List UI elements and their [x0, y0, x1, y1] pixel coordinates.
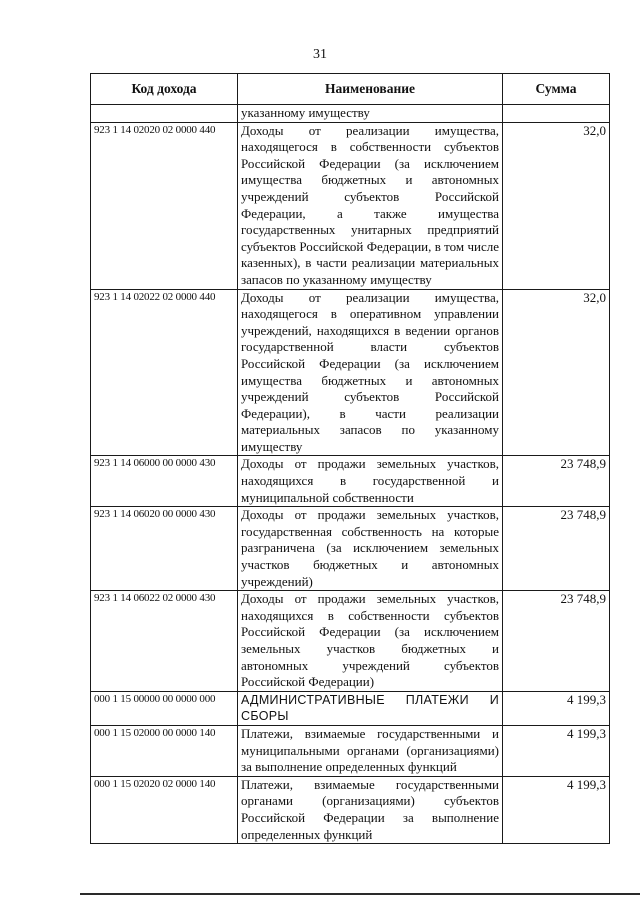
page-number: 31: [313, 47, 327, 62]
amount-cell: 4 199,3: [503, 776, 610, 843]
table-row: [91, 591, 610, 692]
header-sum: Сумма: [503, 74, 610, 105]
income-name-cell: Доходы от продажи земельных участков, государственная собственность на которые разграничена (за исключением земельных участков бюджетных и автономных учреждений): [238, 507, 503, 591]
income-name-cell: Платежи, взимаемые государственными и муниципальными органами (организациями) за выполнение определенных функций: [238, 725, 503, 776]
table-row: [91, 289, 610, 456]
table-row: [91, 122, 610, 289]
table-row: [91, 725, 610, 776]
amount-cell: 4 199,3: [503, 691, 610, 725]
income-code-cell: 000 1 15 02020 02 0000 140: [91, 776, 238, 843]
scan-edge-line: [80, 893, 640, 895]
table-header-row: [91, 74, 610, 105]
income-name-cell: указанному имуществу: [238, 105, 503, 123]
amount-cell: 32,0: [503, 289, 610, 456]
income-name-cell: АДМИНИСТРАТИВНЫЕ ПЛАТЕЖИ И СБОРЫ: [238, 691, 503, 725]
income-code-cell: 923 1 14 06022 02 0000 430: [91, 591, 238, 692]
income-name-cell: Доходы от продажи земельных участков, находящихся в государственной и муниципальной собственности: [238, 456, 503, 507]
header-name: Наименование: [238, 74, 503, 105]
table-row: [91, 507, 610, 591]
table-row: [91, 105, 610, 123]
amount-cell: [503, 105, 610, 123]
table-body: [91, 105, 610, 844]
income-code-cell: [91, 105, 238, 123]
revenue-table: [90, 73, 610, 844]
income-name-cell: Доходы от реализации имущества, находящегося в собственности субъектов Российской Федерации (за исключением имущества бюджетных и автономных учреждений субъектов Российской Федерации, а также имущества государственных унитарных предприятий субъектов Российской Федерации, в том числе казенных), в части реализации материальных запасов по указанному имуществу: [238, 122, 503, 289]
amount-cell: 23 748,9: [503, 456, 610, 507]
amount-cell: 23 748,9: [503, 507, 610, 591]
header-code: Код дохода: [91, 74, 238, 105]
amount-cell: 32,0: [503, 122, 610, 289]
amount-cell: 4 199,3: [503, 725, 610, 776]
income-code-cell: 923 1 14 02020 02 0000 440: [91, 122, 238, 289]
income-code-cell: 000 1 15 02000 00 0000 140: [91, 725, 238, 776]
table-row: [91, 776, 610, 843]
income-code-cell: 923 1 14 02022 02 0000 440: [91, 289, 238, 456]
income-code-cell: 923 1 14 06020 00 0000 430: [91, 507, 238, 591]
income-code-cell: 000 1 15 00000 00 0000 000: [91, 691, 238, 725]
amount-cell: 23 748,9: [503, 591, 610, 692]
income-name-cell: Доходы от реализации имущества, находящегося в оперативном управлении учреждений, находящихся в ведении органов государственной власти субъектов Российской Федерации (за исключением имущества бюджетных и автономных учреждений субъектов Российской Федерации), в части реализации материальных запасов по указанному имуществу: [238, 289, 503, 456]
income-name-cell: Платежи, взимаемые государственными органами (организациями) субъектов Российской Федерации за выполнение определенных функций: [238, 776, 503, 843]
table-row: [91, 456, 610, 507]
income-name-cell: Доходы от продажи земельных участков, находящихся в собственности субъектов Российской Федерации (за исключением земельных участков бюджетных и автономных учреждений субъектов Российской Федерации): [238, 591, 503, 692]
table-row: [91, 691, 610, 725]
income-code-cell: 923 1 14 06000 00 0000 430: [91, 456, 238, 507]
